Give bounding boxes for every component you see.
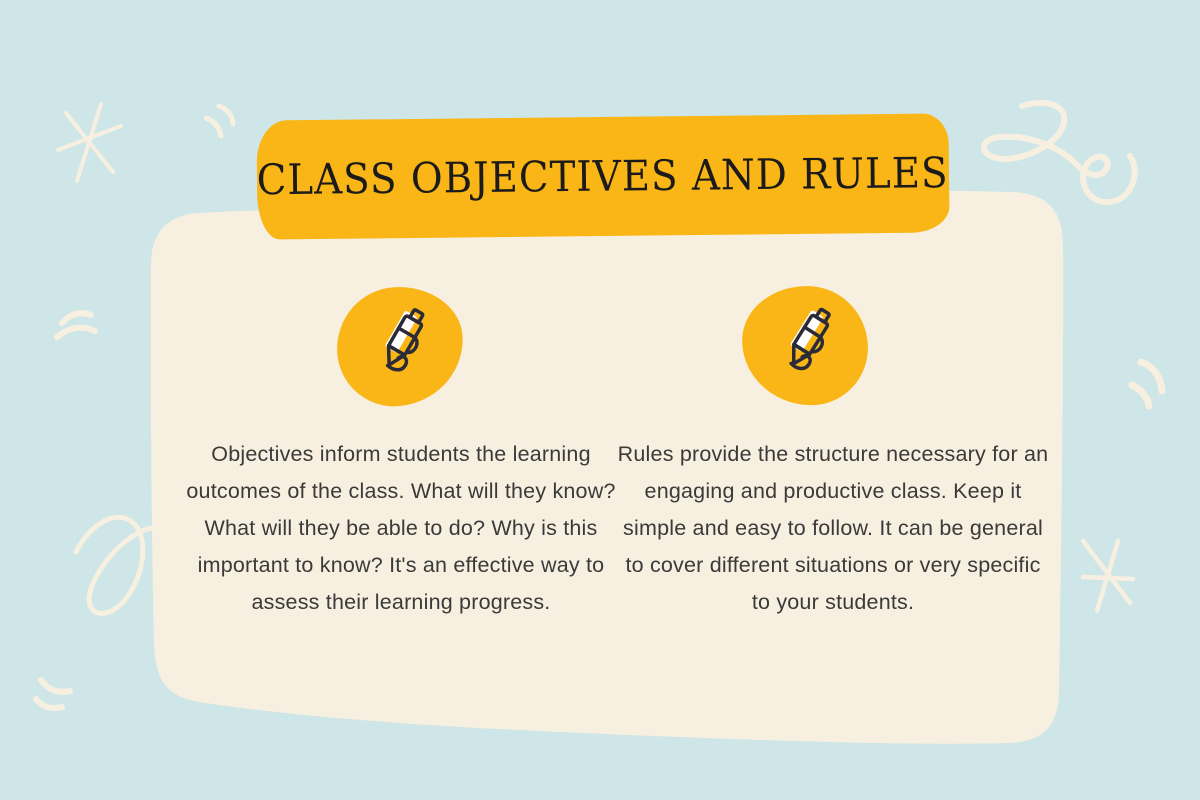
rules-text: Rules provide the structure necessary for an engaging and productive class. Keep it simple and easy to follow. It can be general to cover different situations or very specific to your students.: [617, 441, 1049, 614]
title-banner: [256, 113, 949, 239]
objectives-text: Objectives inform students the learning outcomes of the class. What will they know? What will they be able to do? Why is this important to know? It's an effective way to assess their learning progress.: [186, 441, 616, 614]
page-title: CLASS OBJECTIVES AND RULES: [256, 148, 950, 205]
pen-icon: [359, 302, 441, 392]
pen-icon: [765, 301, 846, 390]
